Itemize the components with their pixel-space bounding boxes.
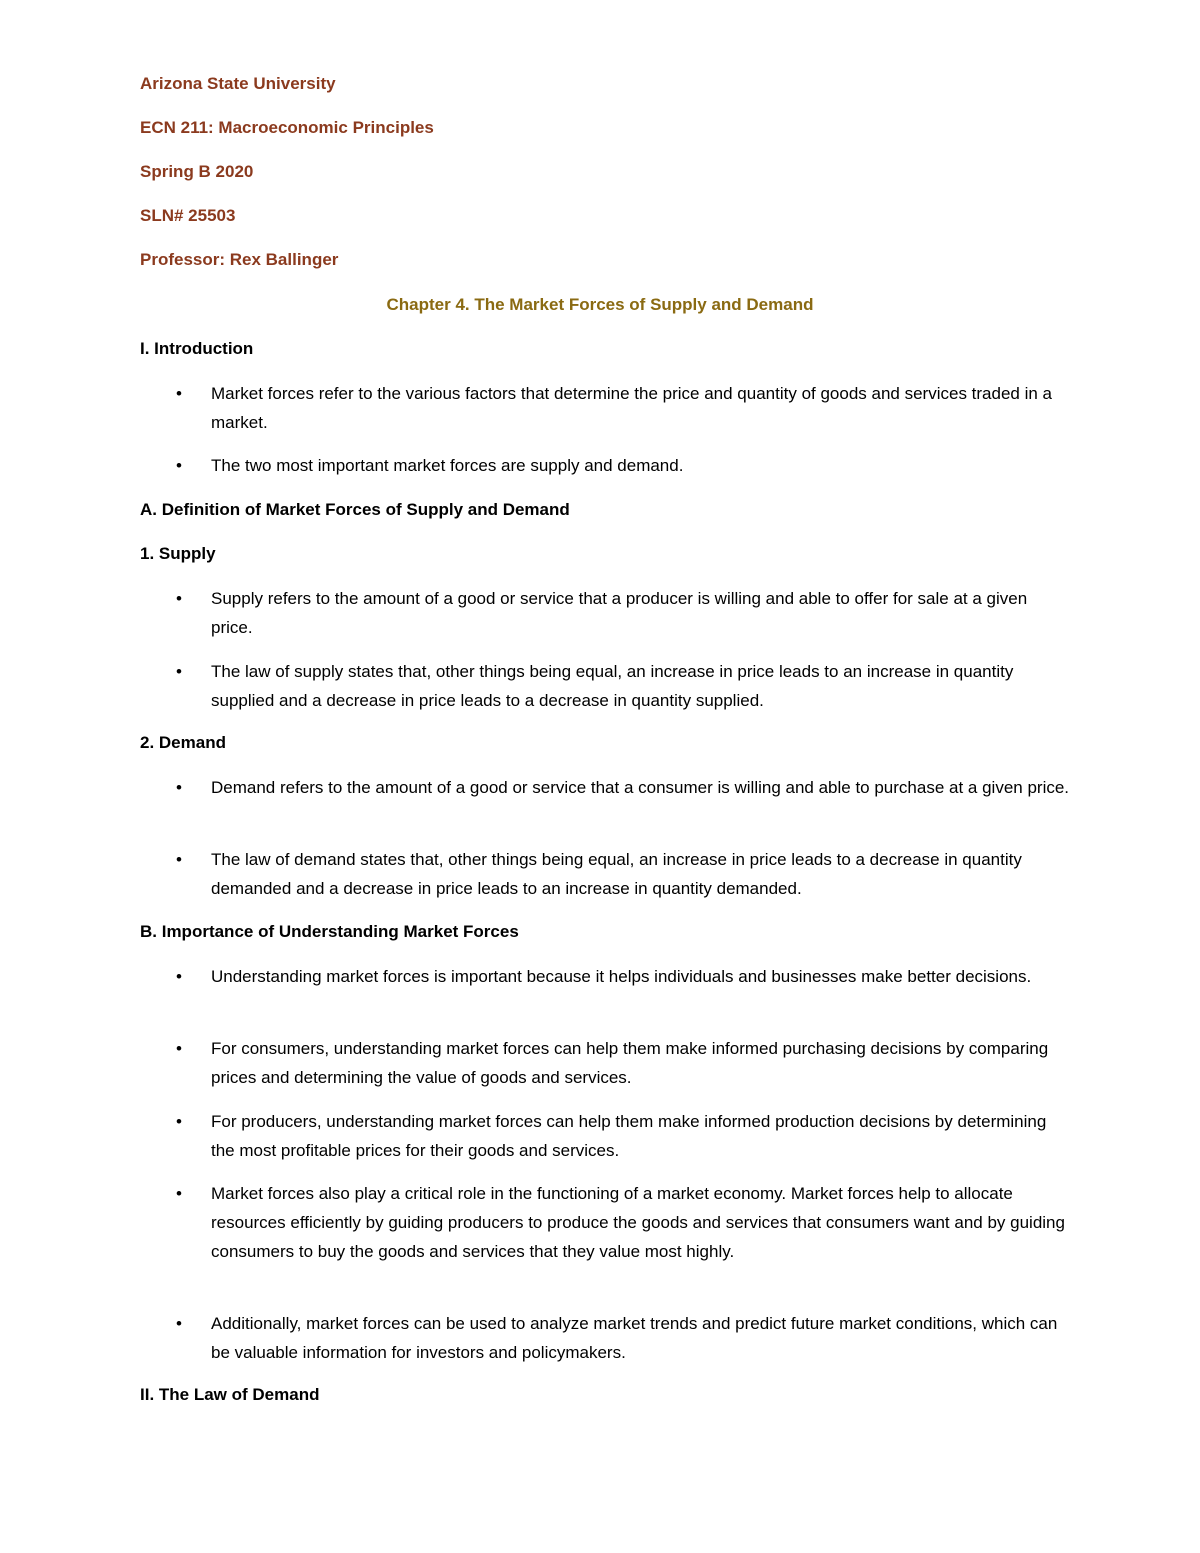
section-heading-demand: 2. Demand [140, 733, 226, 752]
bullet-icon: • [176, 1184, 182, 1203]
section-heading-supply: 1. Supply [140, 544, 216, 563]
bullet-icon: • [176, 1112, 182, 1131]
importance-bullet-4: Market forces also play a critical role in the functioning of a market economy. Market forces help to allocate resources efficiently by guiding producers to produce the goods and services that consumers want and by guiding consumers to buy the goods and services that they value most highly. [211, 1184, 1065, 1261]
bullet-icon: • [176, 778, 182, 797]
section-heading-definition: A. Definition of Market Forces of Supply and Demand [140, 500, 570, 519]
importance-bullet-1: Understanding market forces is important because it helps individuals and businesses make better decisions. [211, 967, 1032, 986]
section-heading-introduction: I. Introduction [140, 339, 254, 358]
bullet-icon: • [176, 1039, 182, 1058]
bullet-icon: • [176, 967, 182, 986]
professor-name: Professor: Rex Ballinger [140, 250, 339, 269]
sln-number: SLN# 25503 [140, 206, 236, 225]
bullet-icon: • [176, 589, 182, 608]
intro-bullet-1: Market forces refer to the various factors that determine the price and quantity of goods and services traded in a market. [211, 384, 1053, 432]
intro-bullet-2: The two most important market forces are supply and demand. [211, 456, 684, 475]
supply-bullet-2: The law of supply states that, other things being equal, an increase in price leads to an increase in quantity supplied and a decrease in price leads to a decrease in quantity supplied. [211, 662, 1014, 710]
bullet-icon: • [176, 384, 182, 403]
term: Spring B 2020 [140, 162, 254, 181]
bullet-icon: • [176, 850, 182, 869]
bullet-icon: • [176, 1314, 182, 1333]
supply-bullet-1: Supply refers to the amount of a good or service that a producer is willing and able to offer for sale at a given price. [211, 589, 1028, 637]
importance-bullet-5: Additionally, market forces can be used to analyze market trends and predict future market conditions, which can be valuable information for investors and policymakers. [211, 1314, 1058, 1362]
bullet-icon: • [176, 662, 182, 681]
demand-bullet-2: The law of demand states that, other things being equal, an increase in price leads to a decrease in quantity demanded and a decrease in price leads to an increase in quantity demanded. [211, 850, 1022, 898]
importance-bullet-2: For consumers, understanding market forces can help them make informed purchasing decisions by comparing prices and determining the value of goods and services. [211, 1039, 1049, 1087]
section-heading-law-of-demand: II. The Law of Demand [140, 1385, 320, 1404]
importance-bullet-3: For producers, understanding market forces can help them make informed production decisions by determining the most profitable prices for their goods and services. [211, 1112, 1047, 1160]
chapter-title: Chapter 4. The Market Forces of Supply and Demand [386, 295, 814, 314]
demand-bullet-1: Demand refers to the amount of a good or service that a consumer is willing and able to purchase at a given price. [211, 778, 1070, 797]
university-name: Arizona State University [140, 74, 336, 93]
section-heading-importance: B. Importance of Understanding Market Forces [140, 922, 519, 941]
course-title: ECN 211: Macroeconomic Principles [140, 118, 434, 137]
bullet-icon: • [176, 456, 182, 475]
